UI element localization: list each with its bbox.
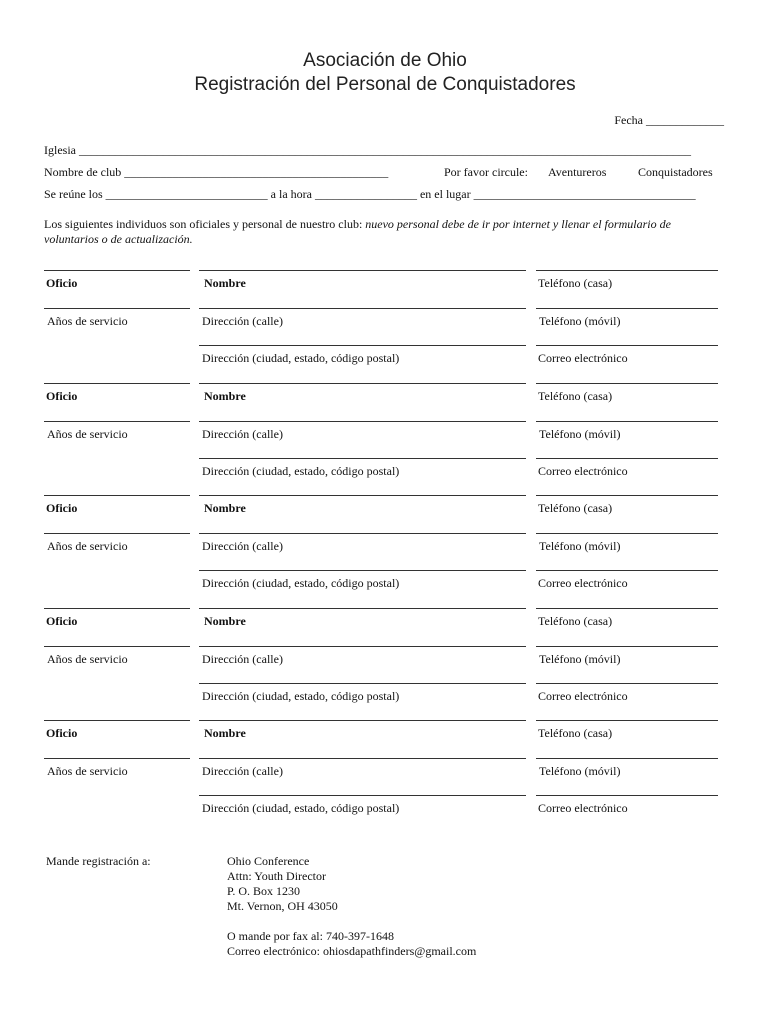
form-subtitle: Registración del Personal de Conquistadores [194,74,576,95]
nombre-input-line[interactable] [199,495,526,496]
dir-calle-input-line[interactable] [199,758,526,759]
correo-input-line[interactable] [536,570,718,571]
tel-casa-input-line[interactable] [536,720,718,721]
nombre-label: Nombre [204,726,246,740]
oficio-label: Oficio [46,726,78,740]
dir-ciudad-label: Dirección (ciudad, estado, código postal) [202,689,400,703]
dir-calle-label: Dirección (calle) [202,313,283,328]
address-line-3: P. O. Box 1230 [227,884,301,898]
dir-ciudad-input-line[interactable] [199,683,526,684]
correo-input-line[interactable] [536,683,718,684]
anos-input-line[interactable] [44,421,190,422]
email-text: Correo electrónico: ohiosdapathfinders@gmail.com [227,944,477,958]
dir-calle-label: Dirección (calle) [202,426,283,441]
anos-label: Años de servicio [47,651,128,666]
oficio-input-line[interactable] [44,720,190,721]
intro-text [44,217,724,247]
nombre-label: Nombre [204,501,246,515]
anos-input-line[interactable] [44,308,190,309]
tel-movil-label: Teléfono (móvil) [539,426,621,441]
correo-input-line[interactable] [536,795,718,796]
form-title: Asociación de Ohio [303,50,467,71]
tel-movil-label: Teléfono (móvil) [539,313,621,328]
iglesia-field[interactable]: Iglesia ______________________________________________________________________________________________________ [44,143,691,157]
dir-ciudad-input-line[interactable] [199,795,526,796]
oficio-input-line[interactable] [44,383,190,384]
send-to-label: Mande registración a: [46,854,151,868]
nombre-label: Nombre [204,276,246,290]
oficio-input-line[interactable] [44,608,190,609]
address-line-2: Attn: Youth Director [227,869,326,883]
tel-movil-input-line[interactable] [536,758,718,759]
tel-casa-label: Teléfono (casa) [538,726,613,740]
correo-label: Correo electrónico [538,689,628,703]
oficio-label: Oficio [46,389,78,403]
tel-movil-label: Teléfono (móvil) [539,763,621,778]
address-line-4: Mt. Vernon, OH 43050 [227,899,338,913]
tel-casa-label: Teléfono (casa) [538,614,613,628]
dir-ciudad-input-line[interactable] [199,570,526,571]
tel-movil-label: Teléfono (móvil) [539,651,621,666]
dir-calle-input-line[interactable] [199,421,526,422]
meeting-field[interactable]: Se reúne los ___________________________ a la hora _________________ en el lugar _____________________________________ [44,187,696,201]
circle-label: Por favor circule: [444,165,528,179]
tel-casa-label: Teléfono (casa) [538,501,613,515]
tel-casa-label: Teléfono (casa) [538,389,613,403]
dir-ciudad-label: Dirección (ciudad, estado, código postal) [202,351,400,365]
dir-calle-label: Dirección (calle) [202,763,283,778]
tel-casa-input-line[interactable] [536,495,718,496]
correo-label: Correo electrónico [538,464,628,478]
dir-calle-input-line[interactable] [199,308,526,309]
dir-calle-label: Dirección (calle) [202,651,283,666]
nombre-label: Nombre [204,389,246,403]
dir-calle-input-line[interactable] [199,533,526,534]
dir-ciudad-input-line[interactable] [199,458,526,459]
fax-text: O mande por fax al: 740-397-1648 [227,929,394,943]
correo-label: Correo electrónico [538,576,628,590]
anos-input-line[interactable] [44,758,190,759]
nombre-input-line[interactable] [199,270,526,271]
tel-movil-input-line[interactable] [536,308,718,309]
oficio-label: Oficio [46,276,78,290]
oficio-input-line[interactable] [44,495,190,496]
nombre-input-line[interactable] [199,383,526,384]
tel-movil-input-line[interactable] [536,421,718,422]
tel-casa-input-line[interactable] [536,383,718,384]
dir-ciudad-input-line[interactable] [199,345,526,346]
anos-label: Años de servicio [47,538,128,553]
dir-calle-label: Dirección (calle) [202,538,283,553]
tel-movil-input-line[interactable] [536,646,718,647]
option-conquistadores[interactable]: Conquistadores [638,165,713,179]
intro-plain: Los siguientes individuos son oficiales y personal de nuestro club: [44,217,366,231]
correo-label: Correo electrónico [538,351,628,365]
tel-casa-input-line[interactable] [536,270,718,271]
correo-input-line[interactable] [536,345,718,346]
tel-casa-input-line[interactable] [536,608,718,609]
oficio-input-line[interactable] [44,270,190,271]
tel-casa-label: Teléfono (casa) [538,276,613,290]
anos-input-line[interactable] [44,646,190,647]
anos-label: Años de servicio [47,763,128,778]
intro-italic: nuevo personal debe de ir por internet y llenar el formulario de voluntarios o de actualización. [44,217,671,246]
oficio-label: Oficio [46,501,78,515]
nombre-input-line[interactable] [199,608,526,609]
dir-ciudad-label: Dirección (ciudad, estado, código postal) [202,801,400,815]
club-name-field[interactable]: Nombre de club ____________________________________________ [44,165,389,179]
option-aventureros[interactable]: Aventureros [548,165,607,179]
anos-input-line[interactable] [44,533,190,534]
dir-calle-input-line[interactable] [199,646,526,647]
correo-label: Correo electrónico [538,801,628,815]
nombre-label: Nombre [204,614,246,628]
dir-ciudad-label: Dirección (ciudad, estado, código postal) [202,464,400,478]
dir-ciudad-label: Dirección (ciudad, estado, código postal) [202,576,400,590]
anos-label: Años de servicio [47,426,128,441]
fecha-field[interactable]: Fecha _____________ [614,113,724,127]
address-line-1: Ohio Conference [227,854,310,868]
anos-label: Años de servicio [47,313,128,328]
tel-movil-label: Teléfono (móvil) [539,538,621,553]
correo-input-line[interactable] [536,458,718,459]
nombre-input-line[interactable] [199,720,526,721]
oficio-label: Oficio [46,614,78,628]
tel-movil-input-line[interactable] [536,533,718,534]
